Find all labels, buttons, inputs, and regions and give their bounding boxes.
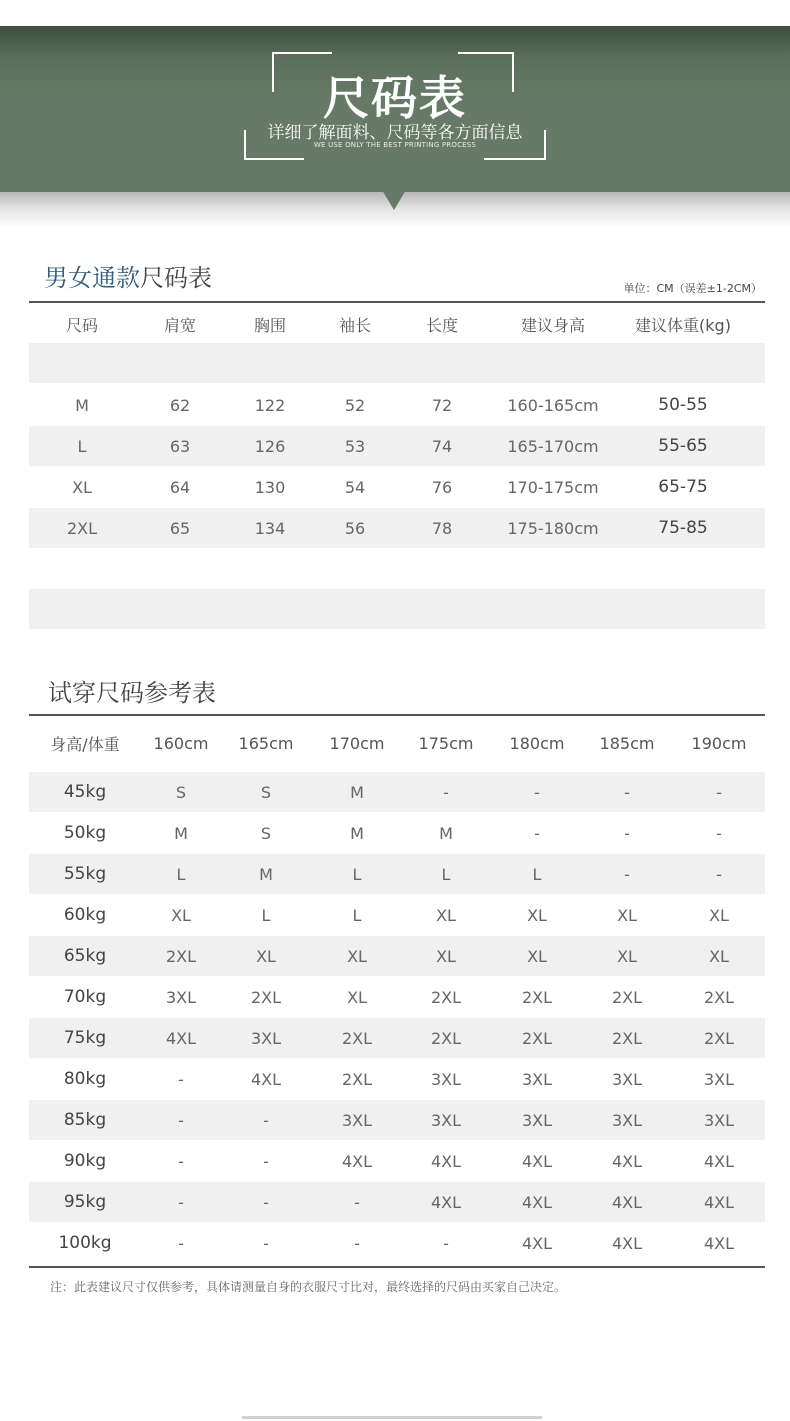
size-chart-title [44, 258, 212, 293]
weight-label: 85kg [63, 1110, 107, 1130]
disclaimer-note: 注：此表建议尺寸仅供参考，具体请测量自身的衣服尺寸比对，最终选择的尺码由买家自己决定。 [50, 1280, 567, 1294]
weight-label: 100kg [58, 1233, 112, 1253]
size-chart-title-highlight: 男女通款 [44, 264, 140, 292]
table-cell: 3XL [521, 1110, 553, 1130]
table-cell: 160-165cm [507, 395, 599, 415]
table-cell: 3XL [611, 1110, 643, 1130]
table-cell: 63 [169, 436, 191, 456]
table-cell: 165-170cm [507, 436, 599, 456]
table-cell: XL [256, 946, 276, 966]
table-cell: 4XL [430, 1151, 462, 1171]
table-cell: 2XL [430, 1028, 462, 1048]
table-cell: 3XL [703, 1110, 735, 1130]
column-header: 170cm [329, 733, 385, 753]
table-row [29, 426, 765, 466]
bottom-divider [242, 1416, 542, 1419]
table-cell: 53 [344, 436, 366, 456]
fitting-chart-bottom-rule [29, 1266, 765, 1268]
size-chart-blank-row [29, 589, 765, 629]
table-cell: 65 [169, 518, 191, 538]
table-cell: 72 [431, 395, 453, 415]
table-row [29, 1100, 765, 1140]
table-cell: XL [347, 946, 367, 966]
banner-subtitle: 详细了解面料、尺码等各方面信息 [267, 123, 523, 143]
weight-label: 90kg [63, 1151, 107, 1171]
table-cell: L [352, 905, 362, 925]
table-cell: L [532, 864, 542, 884]
table-cell: S [260, 823, 272, 843]
table-cell: 4XL [611, 1192, 643, 1212]
size-chart-title-rest: 尺码表 [140, 264, 212, 292]
column-header: 165cm [238, 733, 294, 753]
header-banner [0, 0, 790, 240]
table-cell: 4XL [341, 1151, 373, 1171]
table-cell: 65-75 [658, 477, 708, 497]
table-cell: 4XL [521, 1192, 553, 1212]
weight-label: 75kg [63, 1028, 107, 1048]
column-header: 175cm [418, 733, 474, 753]
table-cell: - [178, 1233, 184, 1253]
table-cell: - [443, 782, 449, 802]
table-cell: 2XL [703, 987, 735, 1007]
table-cell: - [354, 1192, 360, 1212]
table-cell: 3XL [341, 1110, 373, 1130]
table-cell: 2XL [521, 1028, 553, 1048]
table-cell: XL [709, 946, 729, 966]
table-cell: 4XL [703, 1233, 735, 1253]
table-cell: XL [436, 905, 456, 925]
table-cell: XL [617, 946, 637, 966]
table-row [29, 1182, 765, 1222]
table-row [29, 1141, 765, 1181]
table-cell: - [534, 782, 540, 802]
table-cell: 4XL [703, 1151, 735, 1171]
table-cell: 2XL [611, 1028, 643, 1048]
weight-label: 60kg [63, 905, 107, 925]
table-cell: 64 [169, 477, 191, 497]
table-cell: - [178, 1151, 184, 1171]
table-cell: - [263, 1233, 269, 1253]
size-chart-header-row [29, 304, 765, 344]
table-row [29, 1018, 765, 1058]
table-cell: S [175, 782, 187, 802]
table-cell: 2XL [611, 987, 643, 1007]
table-cell: 4XL [703, 1192, 735, 1212]
table-cell: S [260, 782, 272, 802]
table-cell: 78 [431, 518, 453, 538]
table-cell: 170-175cm [507, 477, 599, 497]
weight-label: 55kg [63, 864, 107, 884]
table-row [29, 936, 765, 976]
table-cell: M [439, 823, 453, 843]
table-row [29, 1223, 765, 1263]
table-cell: 2XL [703, 1028, 735, 1048]
table-cell: - [534, 823, 540, 843]
table-cell: 3XL [430, 1069, 462, 1089]
table-row [29, 385, 765, 425]
column-header: 建议体重(kg) [635, 315, 731, 335]
table-cell: 50-55 [658, 395, 708, 415]
table-cell: - [624, 864, 630, 884]
column-header: 160cm [153, 733, 209, 753]
table-cell: - [624, 782, 630, 802]
weight-label: 80kg [63, 1069, 107, 1089]
table-row [29, 1059, 765, 1099]
table-cell: 2XL [66, 518, 98, 538]
table-cell: 55-65 [658, 436, 708, 456]
table-cell: 4XL [430, 1192, 462, 1212]
table-cell: 4XL [521, 1151, 553, 1171]
table-cell: M [350, 823, 364, 843]
table-cell: 4XL [611, 1233, 643, 1253]
table-row [29, 895, 765, 935]
table-cell: - [263, 1151, 269, 1171]
table-row [29, 467, 765, 507]
table-cell: XL [709, 905, 729, 925]
column-header: 肩宽 [163, 315, 196, 335]
column-header: 袖长 [338, 315, 371, 335]
fitting-chart-header-row [29, 723, 765, 763]
table-cell: 134 [254, 518, 286, 538]
table-cell: 4XL [521, 1233, 553, 1253]
weight-label: 65kg [63, 946, 107, 966]
table-cell: 2XL [341, 1028, 373, 1048]
weight-label: 45kg [63, 782, 107, 802]
table-cell: 2XL [341, 1069, 373, 1089]
table-row [29, 772, 765, 812]
column-header: 建议身高 [520, 315, 585, 335]
weight-label: 95kg [63, 1192, 107, 1212]
weight-label: 70kg [63, 987, 107, 1007]
table-cell: L [77, 436, 87, 456]
table-cell: 76 [431, 477, 453, 497]
table-cell: M [174, 823, 188, 843]
unit-note: 单位：CM（误差±1-2CM） [623, 282, 762, 295]
table-cell: 3XL [430, 1110, 462, 1130]
table-cell: XL [617, 905, 637, 925]
column-header: 180cm [509, 733, 565, 753]
table-cell: 2XL [430, 987, 462, 1007]
table-row [29, 977, 765, 1017]
table-cell: M [259, 864, 273, 884]
table-cell: M [75, 395, 89, 415]
table-cell: 130 [254, 477, 286, 497]
table-cell: 2XL [165, 946, 197, 966]
table-cell: XL [72, 477, 92, 497]
table-cell: 3XL [521, 1069, 553, 1089]
fitting-chart-top-rule [29, 714, 765, 716]
banner-title: 尺码表 [323, 71, 467, 125]
weight-label: 50kg [63, 823, 107, 843]
table-cell: 2XL [521, 987, 553, 1007]
table-cell: - [716, 782, 722, 802]
banner-pointer-icon [382, 190, 406, 210]
table-cell: 122 [254, 395, 286, 415]
table-cell: 75-85 [658, 518, 708, 538]
table-cell: - [263, 1110, 269, 1130]
column-header: 185cm [599, 733, 655, 753]
table-row [29, 813, 765, 853]
column-header: 尺码 [65, 315, 98, 335]
table-cell: - [443, 1233, 449, 1253]
table-row [29, 854, 765, 894]
banner-tagline: WE USE ONLY THE BEST PRINTING PROCESS [313, 141, 477, 149]
table-cell: XL [171, 905, 191, 925]
table-cell: - [624, 823, 630, 843]
table-cell: XL [436, 946, 456, 966]
column-header: 长度 [425, 315, 458, 335]
table-cell: - [354, 1233, 360, 1253]
table-cell: 54 [344, 477, 366, 497]
size-chart-top-rule [29, 301, 765, 303]
table-cell: L [176, 864, 186, 884]
table-cell: 3XL [611, 1069, 643, 1089]
table-cell: 126 [254, 436, 286, 456]
column-header: 190cm [691, 733, 747, 753]
table-cell: L [261, 905, 271, 925]
table-cell: 56 [344, 518, 366, 538]
size-chart-blank-row [29, 343, 765, 383]
table-cell: 4XL [611, 1151, 643, 1171]
table-cell: 3XL [165, 987, 197, 1007]
table-cell: L [441, 864, 451, 884]
table-cell: L [352, 864, 362, 884]
table-cell: 4XL [250, 1069, 282, 1089]
table-cell: XL [527, 946, 547, 966]
table-cell: XL [347, 987, 367, 1007]
table-cell: 74 [431, 436, 453, 456]
table-cell: 52 [344, 395, 366, 415]
table-cell: - [716, 823, 722, 843]
column-header: 胸围 [253, 315, 286, 335]
table-cell: 2XL [250, 987, 282, 1007]
table-cell: 3XL [703, 1069, 735, 1089]
table-cell: 3XL [250, 1028, 282, 1048]
table-row [29, 508, 765, 548]
table-cell: 62 [169, 395, 191, 415]
table-cell: - [263, 1192, 269, 1212]
table-cell: XL [527, 905, 547, 925]
table-cell: 4XL [165, 1028, 197, 1048]
table-cell: M [350, 782, 364, 802]
fitting-chart-title: 试穿尺码参考表 [48, 679, 216, 707]
table-cell: - [178, 1069, 184, 1089]
table-cell: - [178, 1110, 184, 1130]
table-cell: - [716, 864, 722, 884]
table-cell: 175-180cm [507, 518, 599, 538]
column-header: 身高/体重 [50, 734, 120, 754]
table-cell: - [178, 1192, 184, 1212]
